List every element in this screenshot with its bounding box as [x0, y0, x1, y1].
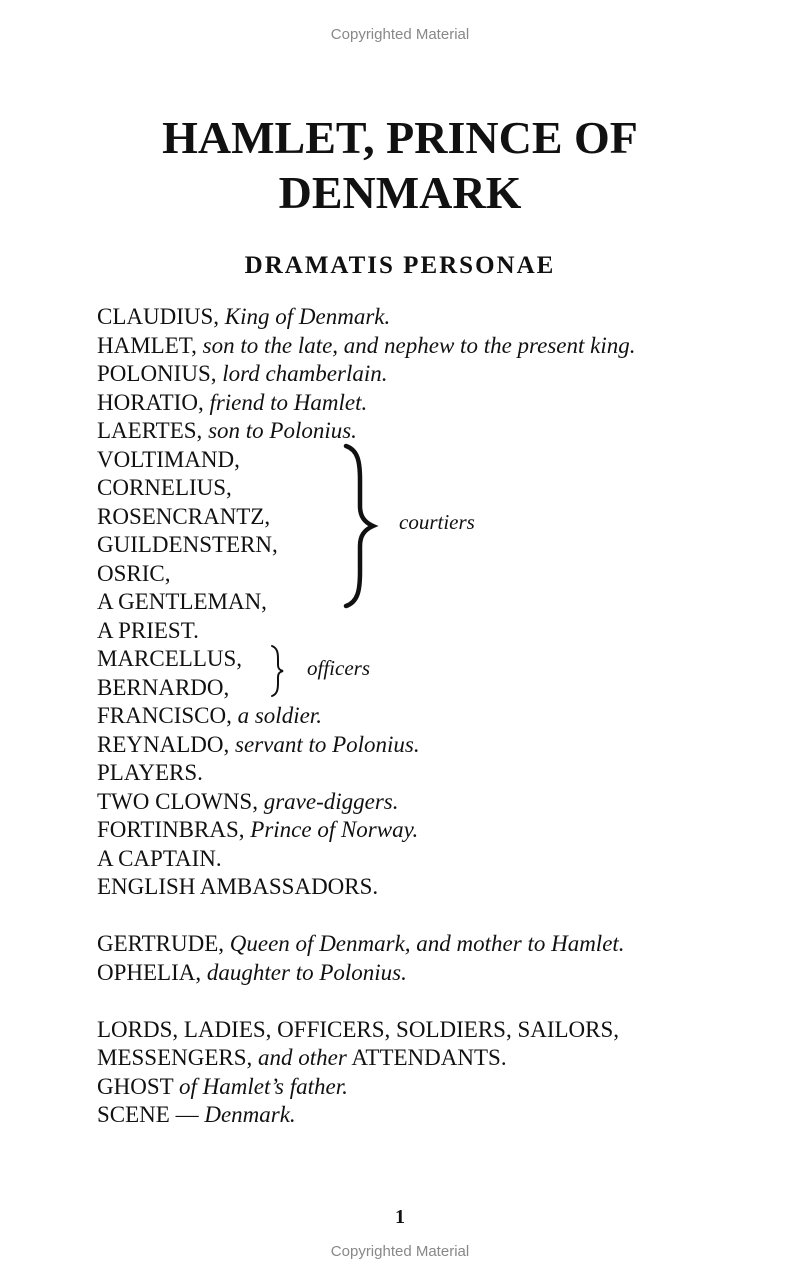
cast-line-voltimand: VOLTIMAND, [97, 446, 240, 472]
cast-line-players: PLAYERS. [97, 760, 203, 785]
cast-line-claudius: CLAUDIUS, King of Denmark. [97, 304, 391, 329]
title-line-2: DENMARK [278, 167, 522, 218]
cast-line-clowns: TWO CLOWNS, grave-diggers. [97, 788, 399, 814]
cast-line-messengers: MESSENGERS, and other ATTENDANTS. [97, 1045, 507, 1070]
courtiers-label: courtiers [399, 510, 475, 534]
cast-line-gertrude: GERTRUDE, Queen of Denmark, and mother to Hamlet. [97, 931, 625, 956]
cast-line-fortinbras: FORTINBRAS, Prince of Norway. [97, 817, 419, 842]
cast-line-ophelia: OPHELIA, daughter to Polonius. [97, 959, 407, 985]
cast-line-ghost: GHOST of Hamlet’s father. [97, 1073, 348, 1099]
copyright-watermark-top: Copyrighted Material [330, 26, 470, 43]
cast-line-reynaldo: REYNALDO, servant to Polonius. [97, 731, 420, 757]
cast-line-marcellus: MARCELLUS, [97, 646, 243, 671]
dramatis-personae-heading: DRAMATIS PERSONAE [244, 252, 556, 279]
cast-line-polonius: POLONIUS, lord chamberlain. [97, 361, 388, 386]
page-title [0, 110, 800, 220]
cast-line-captain: A CAPTAIN. [97, 845, 222, 871]
cast-line-ambassadors: ENGLISH AMBASSADORS. [97, 874, 379, 899]
cast-line-osric: OSRIC, [97, 560, 171, 586]
cast-line-priest: A PRIEST. [97, 617, 199, 643]
cast-list [97, 303, 777, 1130]
cast-line-cornelius: CORNELIUS, [97, 475, 232, 500]
cast-line-horatio: HORATIO, friend to Hamlet. [97, 389, 368, 415]
cast-line-laertes: LAERTES, son to Polonius. [97, 418, 357, 443]
page-number: 1 [395, 1206, 405, 1228]
cast-line-bernardo: BERNARDO, [97, 674, 230, 700]
spacer [97, 987, 777, 1016]
title-line-1: HAMLET, PRINCE OF [162, 112, 638, 163]
cast-line-scene: SCENE — Denmark. [97, 1102, 296, 1127]
cast-line-francisco: FRANCISCO, a soldier. [97, 703, 322, 728]
spacer [97, 902, 777, 931]
officers-brace-icon [268, 643, 288, 699]
cast-line-hamlet: HAMLET, son to the late, and nephew to the present king. [97, 332, 636, 358]
courtiers-brace-icon [340, 440, 380, 612]
cast-line-lords: LORDS, LADIES, OFFICERS, SOLDIERS, SAILORS, [97, 1016, 620, 1042]
cast-line-gentleman: A GENTLEMAN, [97, 589, 267, 614]
cast-line-rosencrantz: ROSENCRANTZ, [97, 503, 271, 529]
cast-line-guildenstern: GUILDENSTERN, [97, 532, 278, 557]
copyright-watermark-bottom: Copyrighted Material [330, 1243, 470, 1260]
officers-label: officers [307, 656, 370, 680]
